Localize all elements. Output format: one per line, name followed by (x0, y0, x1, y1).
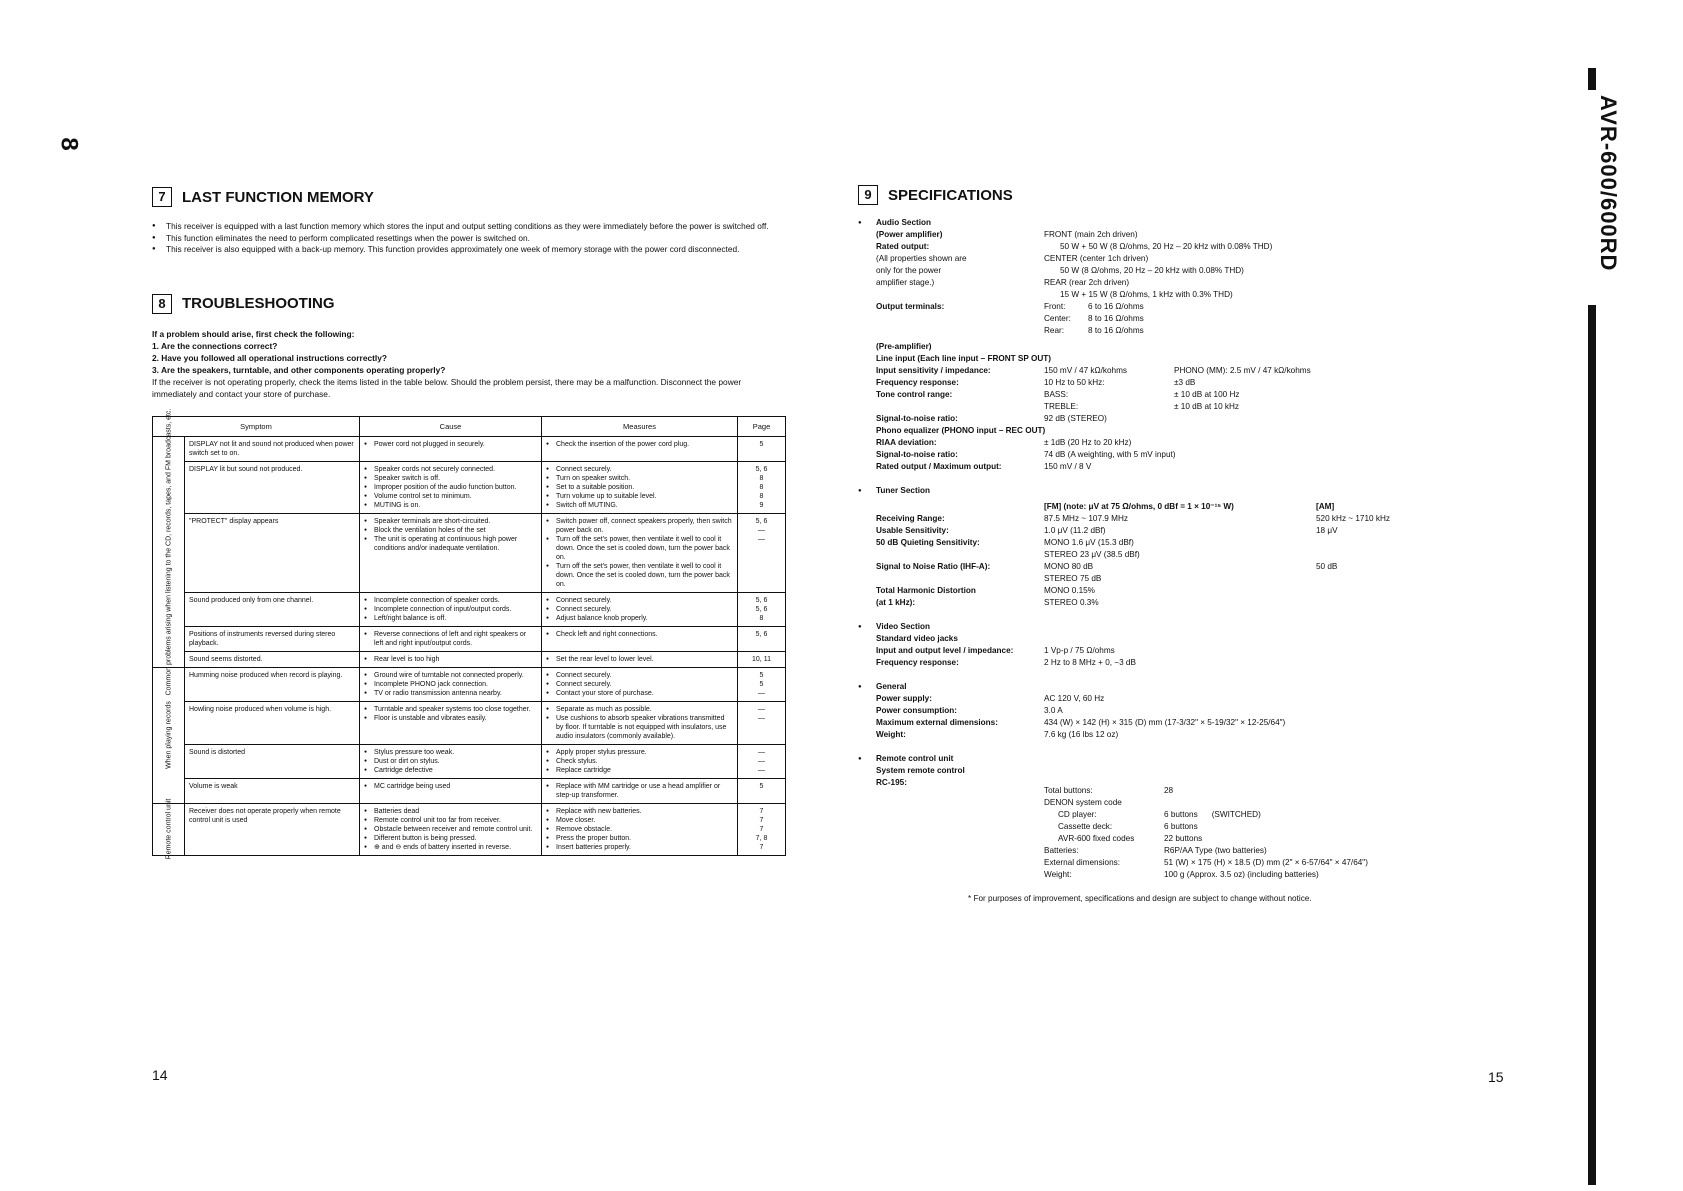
measure-item: ● Adjust balance knob properly. (546, 614, 733, 623)
spec-value: 150 mV / 8 V (1044, 462, 1092, 471)
measure-item: ● Connect securely. (546, 596, 733, 605)
spec-value: 15 W + 15 W (8 Ω/ohms, 1 kHz with 0.3% THD) (1060, 290, 1233, 299)
measure-item: ● Separate as much as possible. (546, 705, 733, 714)
spec-value: 51 (W) × 175 (H) × 18.5 (D) mm (2" × 6-57/64" × 47/64") (1164, 858, 1368, 867)
measure-cell (542, 592, 738, 626)
cause-item: ● The unit is operating at continuous high power conditions and/or inadequate ventilation. (364, 535, 537, 553)
measure-item: ● Turn volume up to suitable level. (546, 492, 733, 501)
spec-sub-heading: (Pre-amplifier) (876, 342, 932, 351)
cause-item: ● Power cord not plugged in securely. (364, 440, 537, 449)
spec-label: Usable Sensitivity: (876, 526, 949, 535)
cause-item: ● Dust or dirt on stylus. (364, 757, 537, 766)
measure-item: ● Turn off the set's power, then ventilate it well to cool it down. Once the set is cooled down, turn the power back on. (546, 562, 733, 589)
page-cell (738, 436, 786, 461)
section-heading-specifications (858, 185, 1418, 205)
list-item: ● This receiver is equipped with a last function memory which stores the input and output setting conditions as they were immediately before the power is switched off. (152, 221, 788, 233)
tuner-row (876, 525, 1418, 537)
table-row (153, 778, 786, 803)
group-cell (153, 408, 185, 695)
cause-cell (360, 744, 542, 778)
measure-item: ● Press the proper button. (546, 834, 733, 843)
measure-cell (542, 461, 738, 513)
table-row (153, 667, 786, 701)
page-cell (738, 592, 786, 626)
measure-item: ● Connect securely. (546, 465, 733, 474)
spec-value: 8 to 16 Ω/ohms (1088, 326, 1144, 335)
spec-content (858, 217, 1418, 905)
spec-heading: ● General (876, 682, 907, 691)
spec-sub-heading: System remote control (876, 766, 965, 775)
spec-label: Frequency response: (876, 658, 959, 667)
cause-item: ● ⊕ and ⊖ ends of battery inserted in reverse. (364, 843, 537, 852)
page-cell (738, 651, 786, 667)
page-item: 5 (759, 671, 764, 679)
group-label: Common problems arising when listening to the CD, records, tapes, and FM broadcasts, etc. (165, 408, 172, 695)
cause-item: ● Floor is unstable and vibrates easily. (364, 714, 537, 723)
spec-label: Weight: (1044, 870, 1072, 879)
tuner-row (876, 549, 1418, 561)
spec-label: (at 1 kHz): (876, 598, 916, 607)
page-cell (738, 778, 786, 803)
spec-sub-label: Center: (1044, 314, 1071, 323)
group-label: When playing records (165, 701, 172, 769)
spec-label: Frequency response: (876, 378, 959, 387)
section-heading-last-function (152, 187, 790, 207)
symptom-cell: Positions of instruments reversed during stereo playback. (185, 626, 360, 651)
spec-fm-value: MONO 0.15% (1044, 586, 1095, 595)
spec-label: Weight: (876, 730, 906, 739)
spec-value: ± 1dB (20 Hz to 20 kHz) (1044, 438, 1132, 447)
page-item: 5, 6 (755, 605, 768, 613)
spec-audio (858, 217, 1418, 473)
measure-item: ● Replace with MM cartridge or use a head amplifier or step-up transformer. (546, 782, 733, 800)
spec-value: 2 Hz to 8 MHz + 0, −3 dB (1044, 658, 1136, 667)
page-item: — (758, 689, 765, 697)
spec-label: Cassette deck: (1058, 822, 1113, 831)
measure-item: ● Switch off MUTING. (546, 501, 733, 510)
spec-label: CD player: (1058, 810, 1097, 819)
page-item: 7, 8 (755, 834, 768, 842)
cause-item: ● Speaker terminals are short-circuited. (364, 517, 537, 526)
spec-label: Tone control range: (876, 390, 953, 399)
section-heading-troubleshooting (152, 294, 790, 314)
side-title: AVR-600/600RD (1596, 95, 1621, 272)
page-item: 5 (759, 440, 764, 448)
spec-value: ±3 dB (1174, 378, 1196, 387)
spec-note: only for the power (876, 266, 942, 275)
page-item: 7 (759, 825, 764, 833)
page-cell (738, 803, 786, 855)
spec-value: BASS: (1044, 390, 1069, 399)
spec-am-value: 18 μV (1316, 526, 1338, 535)
section-title: TROUBLESHOOTING (182, 295, 335, 312)
table-row (153, 513, 786, 592)
table-row (153, 436, 786, 461)
measure-item: ● Turn on speaker switch. (546, 474, 733, 483)
page-item: 5, 6 (755, 596, 768, 604)
cause-cell (360, 461, 542, 513)
section-number: 8 (152, 294, 172, 314)
spec-label: Rated output: (876, 242, 930, 251)
spec-label: Signal-to-noise ratio: (876, 414, 958, 423)
page-item: 5 (759, 782, 764, 790)
cause-item: ● Turntable and speaker systems too close together. (364, 705, 537, 714)
cause-item: ● Incomplete connection of speaker cords. (364, 596, 537, 605)
remote-row (1044, 785, 1418, 797)
cause-cell (360, 626, 542, 651)
tuner-row (876, 561, 1418, 573)
page-item: 5 (759, 680, 764, 688)
spec-value: 6 to 16 Ω/ohms (1088, 302, 1144, 311)
spec-value: 434 (W) × 142 (H) × 315 (D) mm (17-3/32" × 5-19/32" × 12-25/64") (1044, 718, 1286, 727)
spec-value: REAR (rear 2ch driven) (1044, 278, 1130, 287)
spec-value: 150 mV / 47 kΩ/kohms (1044, 366, 1128, 375)
remote-row (1044, 797, 1418, 809)
spec-am-value: 520 kHz ~ 1710 kHz (1316, 514, 1390, 523)
cause-item: ● Reverse connections of left and right speakers or left and right input/output cords. (364, 630, 537, 648)
measure-item: ● Apply proper stylus pressure. (546, 748, 733, 757)
spec-label: Receiving Range: (876, 514, 945, 523)
tuner-row (876, 537, 1418, 549)
tuner-rows (876, 513, 1418, 609)
measure-item: ● Insert batteries properly. (546, 843, 733, 852)
table-row (153, 626, 786, 651)
page-item: — (758, 714, 765, 722)
tuner-row (876, 573, 1418, 585)
group-cell (153, 798, 185, 860)
spec-sub-label: Rear: (1044, 326, 1065, 335)
spec-label: Signal to Noise Ratio (IHF-A): (876, 562, 991, 571)
page-item: — (758, 766, 765, 774)
checklist-line: 2. Have you followed all operational instructions correctly? (152, 352, 388, 363)
measure-item: ● Switch power off, connect speakers properly, then switch power back on. (546, 517, 733, 535)
cause-item: ● Stylus pressure too weak. (364, 748, 537, 757)
spec-label: Input sensitivity / impedance: (876, 366, 991, 375)
cause-item: ● Ground wire of turntable not connected properly. (364, 671, 537, 680)
page-cell (738, 667, 786, 701)
remote-row (1044, 845, 1418, 857)
remote-row (1044, 869, 1418, 881)
spec-label (876, 573, 1044, 585)
measure-cell (542, 701, 738, 744)
cause-item: ● MUTING is on. (364, 501, 537, 510)
table-row (153, 701, 786, 744)
spec-am-heading: [AM] (1316, 502, 1335, 511)
page-item: — (758, 535, 765, 543)
header-symptom: Symptom (153, 416, 360, 436)
spec-label: Total Harmonic Distortion (876, 586, 976, 595)
page-item: 9 (759, 501, 764, 509)
spec-sub-heading: Standard video jacks (876, 634, 958, 643)
page-number-right: 15 (1488, 1069, 1504, 1085)
symptom-cell: Receiver does not operate properly when remote control unit is used (185, 803, 360, 855)
list-item: ● This receiver is also equipped with a back-up memory. This function provides approximately one week of memory storage with the power cord disconnected. (152, 244, 788, 256)
symptom-cell: Sound seems distorted. (185, 651, 360, 667)
symptom-cell: Humming noise produced when record is playing. (185, 667, 360, 701)
measure-cell (542, 436, 738, 461)
spec-label: Signal-to-noise ratio: (876, 450, 958, 459)
spec-label: RIAA deviation: (876, 438, 937, 447)
measure-item: ● Connect securely. (546, 671, 733, 680)
spec-tuner (858, 485, 1418, 609)
cause-cell (360, 592, 542, 626)
spec-heading: ● Video Section (876, 622, 930, 631)
cause-item: ● Incomplete connection of input/output cords. (364, 605, 537, 614)
cause-item: ● Block the ventilation holes of the set (364, 526, 537, 535)
cause-item: ● Different button is being pressed. (364, 834, 537, 843)
symptom-cell: Howling noise produced when volume is high. (185, 701, 360, 744)
measure-item: ● Replace cartridge (546, 766, 733, 775)
spec-value: R6P/AA Type (two batteries) (1164, 846, 1267, 855)
measure-item: ● Contact your store of purchase. (546, 689, 733, 698)
header-cause: Cause (360, 416, 542, 436)
spec-value: 1 Vp-p / 75 Ω/ohms (1044, 646, 1115, 655)
spec-label: (Power amplifier) (876, 230, 943, 239)
spec-label: Rated output / Maximum output: (876, 462, 1002, 471)
cause-item: ● Left/right balance is off. (364, 614, 537, 623)
spec-fm-value: MONO 80 dB (1044, 562, 1094, 571)
measure-cell (542, 778, 738, 803)
list-item: ● This function eliminates the need to perform complicated resettings when the power is switched on. (152, 233, 788, 245)
section-title: SPECIFICATIONS (888, 186, 1013, 204)
measure-item: ● Use cushions to absorb speaker vibrations transmitted by floor. If turntable is not equipped with insulators, use audio insulators (commonly available). (546, 714, 733, 741)
spec-label: Power consumption: (876, 706, 957, 715)
spec-label: DENON system code (1044, 798, 1122, 807)
remote-row (1044, 857, 1418, 869)
measure-item: ● Check left and right connections. (546, 630, 733, 639)
measure-item: ● Connect securely. (546, 605, 733, 614)
page-item: 5, 6 (755, 630, 768, 638)
spec-value: 3.0 A (1044, 706, 1063, 715)
page-item: — (758, 526, 765, 534)
spec-value: 6 buttons (1164, 810, 1198, 819)
remote-row (1044, 809, 1418, 821)
measure-item: ● Remove obstacle. (546, 825, 733, 834)
spec-fm-heading: [FM] (note: μV at 75 Ω/ohms, 0 dBf = 1 × 10⁻¹⁵ W) (1044, 502, 1234, 511)
group-label: Remote control unit (165, 798, 172, 860)
cause-cell (360, 667, 542, 701)
spec-label: Batteries: (1044, 846, 1079, 855)
side-bar-bottom (1588, 305, 1596, 1185)
spec-label (876, 549, 1044, 561)
spec-value: FRONT (main 2ch driven) (1044, 230, 1138, 239)
cause-item: ● Volume control set to minimum. (364, 492, 537, 501)
cause-cell (360, 701, 542, 744)
spec-value: ± 10 dB at 100 Hz (1174, 390, 1240, 399)
spec-general (858, 681, 1418, 741)
tuner-row (876, 585, 1418, 597)
table-row (153, 803, 786, 855)
table-row (153, 592, 786, 626)
corner-mark: 8 (55, 137, 83, 151)
spec-label: 50 dB Quieting Sensitivity: (876, 538, 980, 547)
checklist-line: 3. Are the speakers, turntable, and other components operating properly? (152, 364, 446, 375)
spec-value: 74 dB (A weighting, with 5 mV input) (1044, 450, 1176, 459)
measure-item: ● Connect securely. (546, 680, 733, 689)
group-cell (153, 667, 185, 803)
spec-value: TREBLE: (1044, 402, 1079, 411)
page-cell (738, 513, 786, 592)
side-bar-top (1588, 68, 1596, 90)
spec-heading: ● Audio Section (876, 218, 932, 227)
page-item: 5, 6 (755, 465, 768, 473)
page-item: 8 (759, 492, 764, 500)
measure-cell (542, 667, 738, 701)
header-measures: Measures (542, 416, 738, 436)
spec-fm-value: MONO 1.6 μV (15.3 dBf) (1044, 538, 1134, 547)
page-cell (738, 626, 786, 651)
cause-cell (360, 513, 542, 592)
left-page (152, 187, 790, 860)
remote-row (1044, 821, 1418, 833)
spec-value: 50 W + 50 W (8 Ω/ohms, 20 Hz – 20 kHz with 0.08% THD) (1060, 242, 1273, 251)
spec-value: 6 buttons (1164, 822, 1198, 831)
spec-value: 100 g (Approx. 3.5 oz) (including batteries) (1164, 870, 1319, 879)
measure-item: ● Move closer. (546, 816, 733, 825)
cause-cell (360, 436, 542, 461)
measure-item: ● Set the rear level to lower level. (546, 655, 733, 664)
page-cell (738, 744, 786, 778)
cause-item: ● Incomplete PHONO jack connection. (364, 680, 537, 689)
table-row (153, 461, 786, 513)
symptom-cell: DISPLAY lit but sound not produced. (185, 461, 360, 513)
spec-fm-value: STEREO 23 μV (38.5 dBf) (1044, 550, 1140, 559)
right-page (858, 185, 1418, 905)
spec-label: Input and output level / impedance: (876, 646, 1014, 655)
spec-value: CENTER (center 1ch driven) (1044, 254, 1149, 263)
spec-fm-value: STEREO 0.3% (1044, 598, 1099, 607)
spec-value: AC 120 V, 60 Hz (1044, 694, 1105, 703)
measure-cell (542, 744, 738, 778)
checklist-line: If a problem should arise, first check the following: (152, 328, 355, 339)
spec-label: Power supply: (876, 694, 932, 703)
spec-fm-value: 1.0 μV (11.2 dBf) (1044, 526, 1106, 535)
page-item: 8 (759, 474, 764, 482)
spec-label: Total buttons: (1044, 786, 1093, 795)
page-item: 7 (759, 816, 764, 824)
table-row (153, 651, 786, 667)
tuner-row (876, 513, 1418, 525)
measure-item: ● Replace with new batteries. (546, 807, 733, 816)
spec-value: 92 dB (STEREO) (1044, 414, 1107, 423)
spec-label: AVR-600 fixed codes (1058, 834, 1135, 843)
last-function-list (152, 221, 788, 256)
page-item: 8 (759, 614, 764, 622)
header-page: Page (738, 416, 786, 436)
spec-fm-value: 87.5 MHz ~ 107.9 MHz (1044, 514, 1128, 523)
symptom-cell: "PROTECT" display appears (185, 513, 360, 592)
cause-item: ● Batteries dead (364, 807, 537, 816)
spec-value: ± 10 dB at 10 kHz (1174, 402, 1240, 411)
measure-cell (542, 626, 738, 651)
page-item: — (758, 748, 765, 756)
page-item: — (758, 705, 765, 713)
page-item: 10, 11 (752, 655, 771, 663)
measure-item: ● Check stylus. (546, 757, 733, 766)
spec-note: amplifier stage.) (876, 278, 935, 287)
cause-cell (360, 651, 542, 667)
symptom-cell: Sound produced only from one channel. (185, 592, 360, 626)
remote-row (1044, 833, 1418, 845)
spec-value: PHONO (MM): 2.5 mV / 47 kΩ/kohms (1174, 366, 1311, 375)
symptom-cell: Volume is weak (185, 778, 360, 803)
measure-item: ● Set to a suitable position. (546, 483, 733, 492)
cause-item: ● Speaker switch is off. (364, 474, 537, 483)
page-item: 7 (759, 843, 764, 851)
section-number: 7 (152, 187, 172, 207)
page-item: 5, 6 (755, 517, 768, 525)
spec-sub-heading: Line input (Each line input – FRONT SP OUT) (876, 354, 1051, 363)
spec-sub-label: Front: (1044, 302, 1066, 311)
spec-remote (858, 753, 1418, 881)
tuner-row (876, 597, 1418, 609)
spec-value: 7.6 kg (16 lbs 12 oz) (1044, 730, 1119, 739)
spec-value: 50 W (8 Ω/ohms, 20 Hz – 20 kHz with 0.08% THD) (1060, 266, 1244, 275)
cause-item: ● TV or radio transmission antenna nearby. (364, 689, 537, 698)
spec-heading: ● Tuner Section (876, 486, 930, 495)
cause-item: ● MC cartridge being used (364, 782, 537, 791)
switched-note: (SWITCHED) (1211, 810, 1261, 819)
spec-am-value: 50 dB (1316, 562, 1338, 571)
troubleshooting-checklist (152, 328, 790, 376)
page-item: 8 (759, 483, 764, 491)
page-cell (738, 701, 786, 744)
spec-heading: ● Remote control unit (876, 754, 954, 763)
cause-item: ● Remote control unit too far from receiver. (364, 816, 537, 825)
measure-item: ● Turn off the set's power, then ventilate it well to cool it down. Once the set is cooled down, turn the power back on. (546, 535, 733, 562)
spec-value: 22 buttons (1164, 834, 1203, 843)
cause-cell (360, 778, 542, 803)
cause-item: ● Rear level is too high (364, 655, 537, 664)
section-number: 9 (858, 185, 878, 205)
spec-label: Maximum external dimensions: (876, 718, 998, 727)
troubleshooting-intro: If the receiver is not operating properly, check the items listed in the table below. Should the problem persist, there may be a malfunction. Disconnect the power immediately and contact your store of purchase. (152, 376, 742, 399)
page-item: — (758, 757, 765, 765)
page-number-left: 14 (152, 1067, 168, 1083)
spec-sub-heading: Phono equalizer (PHONO input – REC OUT) (876, 426, 1046, 435)
spec-fm-value: STEREO 75 dB (1044, 574, 1102, 583)
spec-value: 8 to 16 Ω/ohms (1088, 314, 1144, 323)
spec-label: Output terminals: (876, 302, 945, 311)
measure-cell (542, 651, 738, 667)
page-item: 7 (759, 807, 764, 815)
checklist-line: 1. Are the connections correct? (152, 340, 278, 351)
symptom-cell: Sound is distorted (185, 744, 360, 778)
cause-item: ● Obstacle between receiver and remote control unit. (364, 825, 537, 834)
spec-note: (All properties shown are (876, 254, 967, 263)
spec-video (858, 621, 1418, 669)
spec-footnote: * For purposes of improvement, specifications and design are subject to change without notice. (968, 894, 1312, 903)
section-title: LAST FUNCTION MEMORY (182, 188, 374, 206)
spec-value: 28 (1164, 786, 1174, 795)
cause-item: ● Cartridge defective (364, 766, 537, 775)
measure-item: ● Check the insertion of the power cord plug. (546, 440, 733, 449)
spec-label: External dimensions: (1044, 858, 1120, 867)
spec-value: 10 Hz to 50 kHz: (1044, 378, 1105, 387)
remote-rows (1044, 785, 1418, 881)
troubleshooting-table (152, 408, 786, 860)
symptom-cell: DISPLAY not lit and sound not produced when power switch set to on. (185, 436, 360, 461)
cause-cell (360, 803, 542, 855)
spec-model: RC-195: (876, 778, 907, 787)
measure-cell (542, 803, 738, 855)
cause-item: ● Improper position of the audio function button. (364, 483, 537, 492)
table-row (153, 744, 786, 778)
page-cell (738, 461, 786, 513)
cause-item: ● Speaker cords not securely connected. (364, 465, 537, 474)
measure-cell (542, 513, 738, 592)
